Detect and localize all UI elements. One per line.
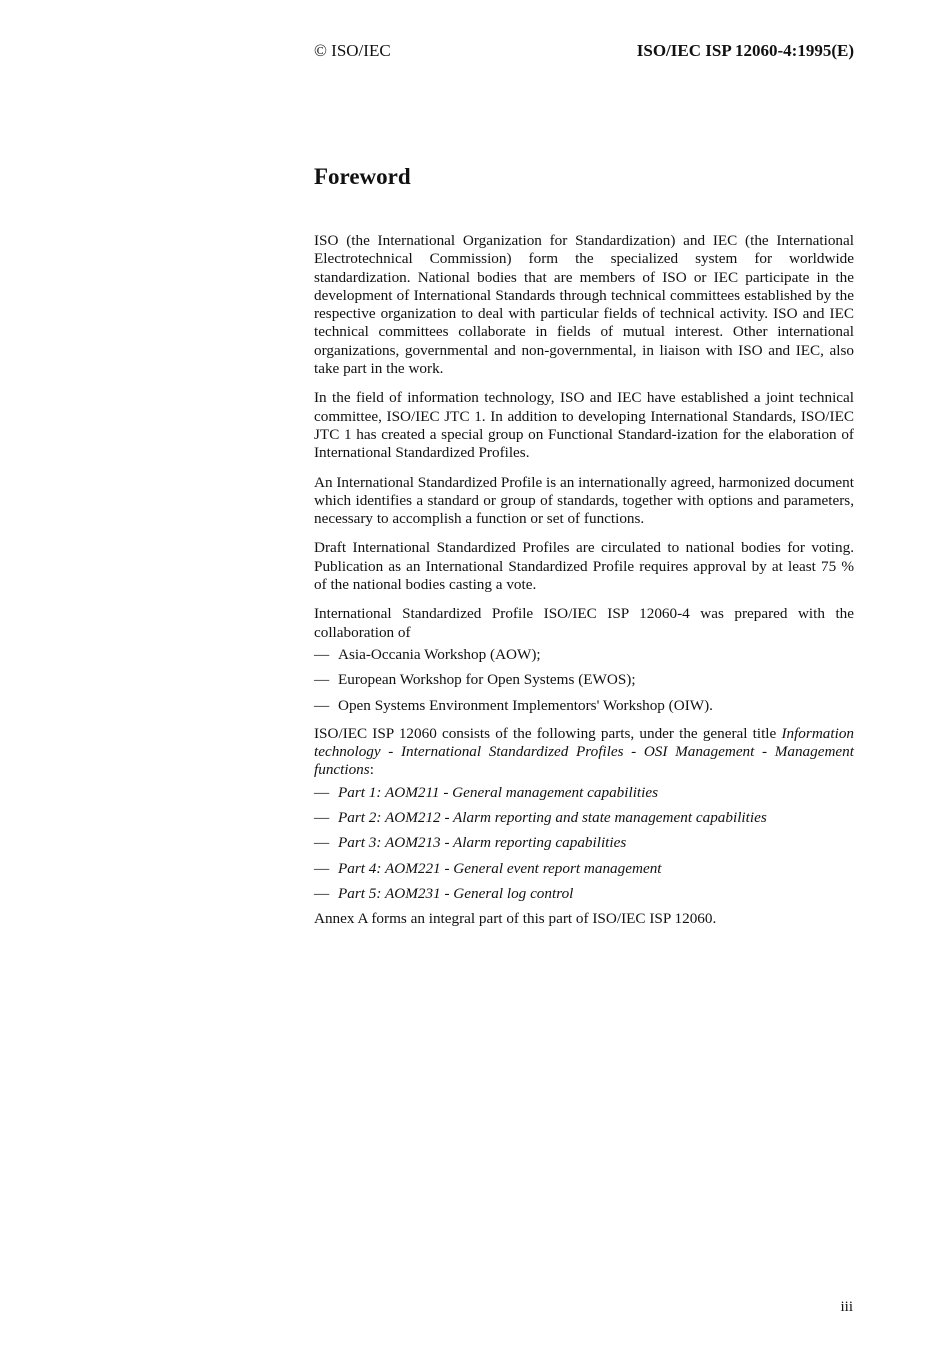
page-title: Foreword bbox=[314, 164, 411, 189]
paragraph-iso-iec: ISO (the International Organization for Standardization) and IEC (the International Electrotechnical Commission) form the specialized system for worldwide standardization. National bodies that are members of ISO or IEC participate in the development of International Standards through technical committees established by the respective organization to deal with particular fields of technical activity. ISO and IEC technical committees collaborate in fields of mutual interest. Other international organizations, governmental and non-governmental, in liaison with ISO and IEC, also take part in the work. bbox=[314, 232, 854, 378]
paragraph-annex: Annex A forms an integral part of this part of ISO/IEC ISP 12060. bbox=[314, 910, 717, 928]
dash-bullet: — bbox=[314, 671, 330, 689]
workshop-list bbox=[314, 646, 854, 715]
list-item: — Part 3: AOM213 - Alarm reporting capabilities bbox=[314, 834, 627, 852]
list-item: — Asia-Occania Workshop (AOW); bbox=[314, 645, 541, 663]
list-item: — Part 4: AOM221 - General event report management bbox=[314, 859, 662, 877]
dash-bullet: — bbox=[314, 783, 330, 801]
list-item: — Part 5: AOM231 - General log control bbox=[314, 884, 574, 902]
list-item: — Part 2: AOM212 - Alarm reporting and state management capabilities bbox=[314, 809, 767, 827]
list-item: — European Workshop for Open Systems (EWOS); bbox=[314, 671, 636, 689]
list-item: — Part 1: AOM211 - General management capabilities bbox=[314, 783, 659, 801]
paragraph-collaboration: International Standardized Profile ISO/IEC ISP 12060-4 was prepared with the collaboration of bbox=[314, 605, 854, 641]
parts-list bbox=[314, 784, 854, 903]
list-item: — Open Systems Environment Implementors' Workshop (OIW). bbox=[314, 696, 713, 714]
dash-bullet: — bbox=[314, 834, 330, 852]
page-number: iii bbox=[840, 1299, 853, 1315]
header-copyright: © ISO/IEC bbox=[314, 41, 391, 60]
dash-bullet: — bbox=[314, 696, 330, 714]
dash-bullet: — bbox=[314, 884, 330, 902]
paragraph-parts-intro: ISO/IEC ISP 12060 consists of the following parts, under the general title Information technology - International Standardized Profiles - OSI Management - Management functions: bbox=[314, 724, 855, 779]
dash-bullet: — bbox=[314, 645, 330, 663]
paragraph-isp-definition: An International Standardized Profile is an internationally agreed, harmonized document which identifies a standard or group of standards, together with options and parameters, necessary to accomplish a function or set of functions. bbox=[314, 473, 854, 528]
paragraph-voting: Draft International Standardized Profiles are circulated to national bodies for voting. Publication as an International Standardized Profile requires approval by at least 75 % of the national bodies casting a vote. bbox=[314, 539, 854, 594]
general-title: Information technology - International Standardized Profiles - OSI Management - Management functions bbox=[314, 724, 855, 779]
header-document-id: ISO/IEC ISP 12060-4:1995(E) bbox=[636, 41, 854, 60]
foreword-body bbox=[314, 232, 854, 940]
paragraph-jtc1: In the field of information technology, ISO and IEC have established a joint technical committee, ISO/IEC JTC 1. In addition to developing International Standards, ISO/IEC JTC 1 has created a special group on Functional Standard-ization for the elaboration of International Standardized Profiles. bbox=[314, 389, 854, 462]
dash-bullet: — bbox=[314, 809, 330, 827]
dash-bullet: — bbox=[314, 859, 330, 877]
